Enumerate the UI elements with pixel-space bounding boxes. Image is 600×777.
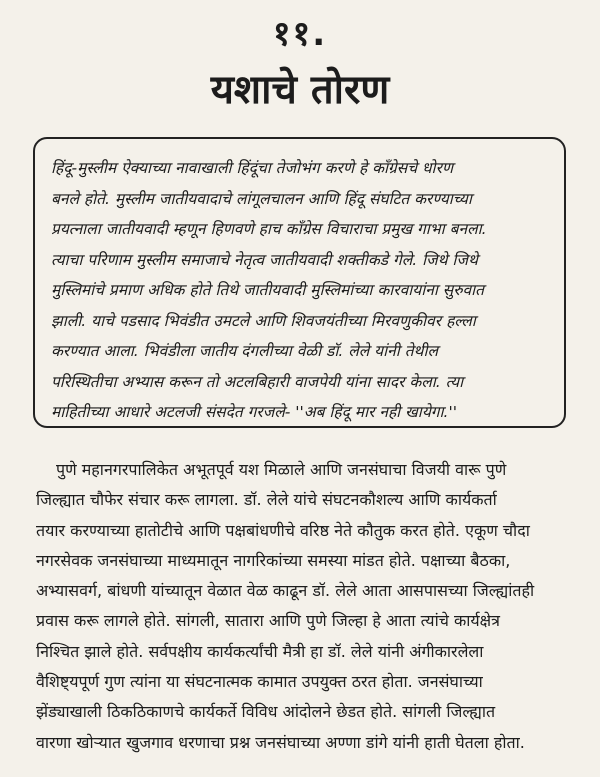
body-paragraph xyxy=(36,455,568,758)
summary-line: त्याचा परिणाम मुस्लीम समाजाचे नेतृत्व जातीयवादी शक्तीकडे गेले. जिथे जिथे xyxy=(51,250,478,269)
body-line: अभ्यासवर्ग, बांधणी यांच्यातून वेळात वेळ काढून डॉ. लेले आता आसपासच्या जिल्ह्यांतही xyxy=(36,581,535,601)
summary-line: झाली. याचे पडसाद भिवंडीत उमटले आणि शिवजयंतीच्या मिरवणुकीवर हल्ला xyxy=(51,311,476,330)
chapter-number: ११. xyxy=(272,14,328,54)
body-line: प्रवास करू लागले होते. सांगली, सातारा आणि पुणे जिल्हा हे आता त्यांचे कार्यक्षेत्र xyxy=(36,611,500,631)
summary-line: माहितीच्या आधारे अटलजी संसदेत गरजले- ''अब हिंदू मार नही खायेगा.'' xyxy=(51,403,457,421)
body-line: निश्चित झाले होते. सर्वपक्षीय कार्यकर्त्यांची मैत्री हा डॉ. लेले यांनी अंगीकारलेला xyxy=(36,641,484,661)
body-line: नगरसेवक जनसंघाच्या माध्यमातून नागरिकांच्या समस्या मांडत होते. पक्षाच्या बैठका, xyxy=(36,550,511,570)
summary-line: परिस्थितीचा अभ्यास करून तो अटलबिहारी वाजपेयी यांना सादर केला. त्या xyxy=(51,372,464,391)
summary-line: हिंदू-मुस्लीम ऐक्याच्या नावाखाली हिंदूंचा तेजोभंग करणे हे काँग्रेसचे धोरण xyxy=(51,159,454,177)
summary-line: मुस्लिमांचे प्रमाण अधिक होते तिथे जातीयवादी मुस्लिमांच्या कारवायांना सुरुवात xyxy=(51,281,485,299)
body-line: वैशिष्ट्यपूर्ण गुण त्यांना या संघटनात्मक कामात उपयुक्त ठरत होता. जनसंघाच्या xyxy=(36,672,483,692)
body-line: पुणे महानगरपालिकेत अभूतपूर्व यश मिळाले आणि जनसंघाचा विजयी वारू पुणे xyxy=(56,460,507,479)
body-line: वारणा खोऱ्यात खुजगाव धरणाचा प्रश्न जनसंघाच्या अण्णा डांगे यांनी हाती घेतला होता. xyxy=(36,732,525,752)
body-line: तयार करण्याच्या हातोटीचे आणि पक्षबांधणीचे वरिष्ठ नेते कौतुक करत होते. एकूण चौदा xyxy=(36,520,530,540)
chapter-summary-box xyxy=(33,137,566,428)
summary-paragraph xyxy=(51,153,548,428)
body-text xyxy=(36,455,568,758)
summary-line: बनले होते. मुस्लीम जातीयवादाचे लांगूलचालन आणि हिंदू संघटित करण्याच्या xyxy=(51,189,472,208)
body-line: जिल्ह्यात चौफेर संचार करू लागला. डॉ. लेले यांचे संघटनकौशल्य आणि कार्यकर्ता xyxy=(36,490,497,510)
summary-line: प्रयत्नाला जातीयवादी म्हणून हिणवणे हाच काँग्रेस विचाराचा प्रमुख गाभा बनला. xyxy=(51,220,487,238)
chapter-title: यशाचे तोरण xyxy=(210,67,390,113)
summary-line: करण्यात आला. भिवंडीला जातीय दंगलीच्या वेळी डॉ. लेले यांनी तेथील xyxy=(51,342,438,360)
body-line: झेंड्याखाली ठिकठिकाणचे कार्यकर्ते विविध आंदोलने छेडत होते. सांगली जिल्ह्यात xyxy=(36,702,496,722)
